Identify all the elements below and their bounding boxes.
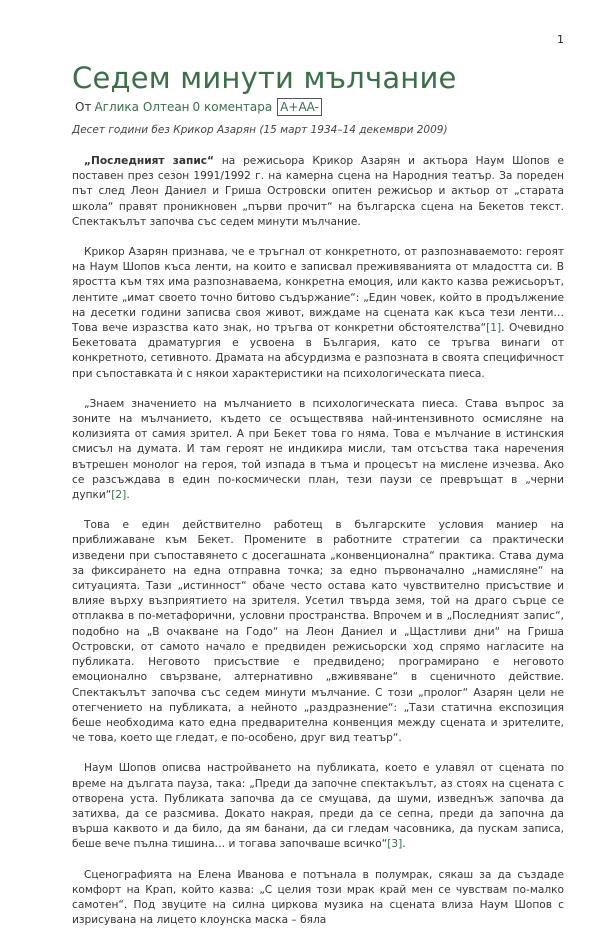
font-size-controls xyxy=(277,98,322,116)
article xyxy=(72,58,564,943)
article-meta xyxy=(72,98,564,116)
paragraph xyxy=(72,245,564,382)
font-decrease-button[interactable]: A- xyxy=(306,100,319,114)
paragraph-bold: „Последният запис“ xyxy=(84,155,215,167)
paragraph-text: „Знаем значението на мълчанието в психологическата пиеса. Става въпрос за зоните на мълчанието, където се осъществява най-интензивното осмисляне на колизията от самия зрител. А при Бекет това го няма. Това е мълчание в истинския смисъл на думата. И там героят не индикира мисли, там отсъства така наречения вътрешен монолог на героя, той изпада в тъма и процесът на мислене изчезва. Ако се разсъждава в един по-космически план, тези паузи се превръщат в „черни дупки“ xyxy=(72,397,564,502)
article-title: Седем минути мълчание xyxy=(72,61,457,95)
font-increase-button[interactable]: A+ xyxy=(280,100,299,114)
font-reset-button[interactable]: A xyxy=(298,100,307,114)
paragraph xyxy=(72,761,564,852)
article-subtitle: Десет години без Крикор Азарян (15 март 1934–14 декември 2009) xyxy=(72,124,448,136)
paragraph-text: Сценографията на Елена Иванова е потънала в полумрак, сякаш за да създаде комфорт на Крап, който казва: „С целия този мрак край мен се чувствам по-малко самотен“. Под звуците на силна циркова музика на сцената влиза Наум Шопов с изрисувана на лицето клоунска маска – бяла xyxy=(72,868,564,927)
paragraph-text: Това е един действително работещ в българските условия маниер на приближаване към Бекет. Промените в работните стратегии са практически изведени при съпоставянето с досегашната „конвенционална“ практика. Става дума за фиксирането на една отправна точка; за едно първоначално „намисляне“ на ситуацията. Тази „истинност“ обаче често остава като чувствително присъствие и влияе върху възприятието на зрителя. Усетил твърда земя, той на драго сърце се отплаква в по-метафорични, условни пространства. Впрочем и в „Последният запис“, подобно на „В очакване на Годо“ на Леон Даниел и „Щастливи дни“ на Гриша Островски, от самото начало е предвиден режисьорски ход спрямо нагласите на публиката. Неговото присъствие е предвидено; програмирано е неговото емоционално свързване, алтернативно „вживяване“ в сценичното действие. Спектакълът започва със седем минути мълчание. С този „пролог“ Азарян цели не отегчението на публиката, а нейното „раздразнение“: „Тази статична експозиция беше необходима като една предварителна конвенция между сцената и зрителите, че това, което ще гледат, е по-особено, друг вид театър“. xyxy=(72,519,564,745)
footnote-link[interactable]: [1] xyxy=(486,322,502,335)
paragraph xyxy=(72,868,564,929)
paragraph-text-after: . Очевидно Бекетовата драматургия е усвоена в България, като се тръгва винаги от конкретното, сетивното. Драмата на абсурдизма е разпозната в своята специфичност при съпоставката ѝ с някои характеристики на психологическата пиеса. xyxy=(72,322,564,380)
article-body xyxy=(72,154,564,928)
paragraph-text: Крикор Азарян признава, че е тръгнал от конкретното, от разпознаваемото: героят на Наум Шопов къса ленти, на които е записвал преживяванията от младостта си. В яростта към тях има разпознаваема, конкретна емоция, или както казва режисьорът, лентите „имат своето точно битово съдържание“: „Един човек, който в продължение на десетки години записва своя живот, виждаме на сцената как къса тези ленти… Това вече изразства като знак, но тръгва от конкретни обстоятелства“ xyxy=(72,246,564,335)
meta-prefix: От xyxy=(75,100,92,114)
page-number: 1 xyxy=(557,33,564,46)
paragraph xyxy=(72,154,564,230)
paragraph-text-after: . xyxy=(126,489,130,502)
paragraph-text-after: . xyxy=(402,838,406,851)
footnote-link[interactable]: [3] xyxy=(387,838,403,851)
paragraph xyxy=(72,397,564,503)
author-link[interactable]: Аглика Олтеан xyxy=(94,100,190,114)
comments-link[interactable]: 0 коментара xyxy=(192,100,273,114)
paragraph-text: на режисьора Крикор Азарян и актьора Наум Шопов е поставен през сезон 1991/1992 г. на камерна сцена на Народния театър. За пореден път след Леон Даниел и Гриша Островски опитен режисьор и актьор от „старата школа“ правят проникновен „първи прочит“ на българска сцена на Бекетов текст. Спектакълът започва със седем минути мълчание. xyxy=(72,155,564,228)
paragraph xyxy=(72,518,564,746)
footnote-link[interactable]: [2] xyxy=(111,489,127,502)
paragraph-text: Наум Шопов описва настройването на публиката, което е улавял от сцената по време на дългата пауза, така: „Преди да започне спектакълът, аз стоях на сцената с отворена уста. Публиката започва да се смущава, да шуми, изведнъж започва да затихва, да се разсмива. Докато накрая, преди да се сепна, преди да започна да върша каквото и да било, да ям банани, да си гледам часовника, да пускам записа, беше вече пълна тишина… и тогава започваше всичко“ xyxy=(72,762,564,851)
